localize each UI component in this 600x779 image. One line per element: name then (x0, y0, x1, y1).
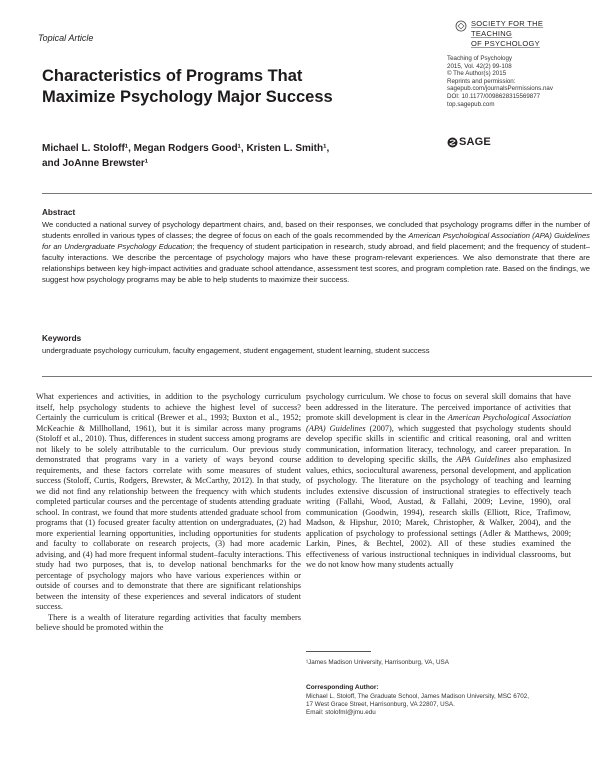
authors-line-2: and JoAnne Brewster¹ (42, 158, 149, 169)
body-paragraph: psychology curriculum. We chose to focus on several skill domains that have been addressed in the literature. The perceived importance of activities that promote skill development is clear in the American Psychological Association (APA) Guidelines (2007), which suggested that psychology students should develop specific skills in scientific and critical reasoning, oral and written communication, information literacy, technology, and career preparation. In addition to developing specific skills, the APA Guidelines also emphasized values, ethics, sociocultural awareness, personal development, and application of psychology. The literature on the psychology of teaching and learning includes extensive discussion of instructional strategies to effectively teach writing (Fallahi, Wood, Austad, & Fallahi, 2009; Levine, 1990), oral communication (Goodwin, 1994), research skills (Elliott, Rice, Trafimow, Madson, & Hipshur, 2010; Marek, Christopher, & Walker, 2004), and the application of psychology to professional settings (Adler & Matthews, 2009; Larkin, Pines, & Bechtel, 2002). All of these studies examined the effectiveness of various instructional techniques in individual classrooms, but we do not know how many students actually (306, 392, 572, 569)
society-mark-icon (455, 20, 467, 32)
doi[interactable]: DOI: 10.1177/0098628315569877 (447, 92, 541, 100)
article-type: Topical Article (38, 33, 94, 43)
title-line-2: Maximize Psychology Major Success (42, 88, 333, 106)
authors-line-1: Michael L. Stoloff¹, Megan Rodgers Good¹, Kristen L. Smith¹, (42, 143, 330, 154)
corr-address-line: Michael L. Stoloff, The Graduate School, James Madison University, MSC 6702, (306, 693, 529, 700)
keywords-heading: Keywords (42, 334, 82, 343)
footnote-divider (306, 651, 371, 652)
sage-wordmark: SAGE (459, 136, 491, 148)
journal-volume: 2015, Vol. 42(2) 99-108 (447, 62, 512, 70)
corresponding-author-heading: Corresponding Author: (306, 684, 379, 691)
copyright: © The Author(s) 2015 (447, 70, 507, 78)
abstract-heading: Abstract (42, 208, 76, 217)
divider-top (42, 193, 592, 194)
authors (42, 141, 442, 171)
society-logo (455, 19, 585, 48)
journal-name: Teaching of Psychology (447, 55, 513, 62)
body-column-right (306, 392, 571, 571)
corr-address-line: 17 West Grace Street, Harrisonburg, VA 22807, USA. (306, 701, 455, 709)
body-paragraph: There is a wealth of literature regarding activities that faculty members believe should be promoted within the (36, 612, 301, 632)
keywords-text: undergraduate psychology curriculum, faculty engagement, student engagement, student learning, student success (42, 346, 430, 355)
abstract-text: We conducted a national survey of psychology department chairs, and, based on their responses, we concluded that psychology programs differ in the number of students enrolled in various types of classes; the degree of focus on each of the goals recommended by the American Psychological Association (APA) Guidelines for an Undergraduate Psychology Education; the frequency of student participation in research, study abroad, and field placement; and the frequency of student–faculty interactions. We describe the percentage of psychology majors who have these program-relevant experiences. We also demonstrate that there are relationships between key high-impact activities and graduate school attendance, assessment test scores, and program completion rate. Based on the findings, we suggest how psychology programs may be able to help students to maximize their success. (42, 220, 590, 285)
permissions-link[interactable]: sagepub.com/journalsPermissions.nav (447, 85, 553, 93)
apa-guidelines-title: American Psychological Association (APA) Guidelines for an Undergraduate Psychology Education (42, 231, 590, 252)
article-title (42, 66, 402, 108)
journal-info (447, 55, 592, 108)
divider-bottom (42, 376, 592, 377)
society-line-2: OF PSYCHOLOGY (471, 39, 540, 48)
corresponding-author (306, 693, 594, 717)
body-paragraph: What experiences and activities, in addition to the psychology curriculum itself, help psychology students to achieve the highest level of success? Certainly the curriculum is critical (Brewer et al., 1993; Buxton et al., 1952; McKeachie & Millholland, 1961), but it is similar across many programs (Stoloff et al., 2010). Thus, differences in student success among programs are not likely to be solely attributable to the curriculum. Our previous study demonstrated that programs vary in a variety of ways beyond course requirements, and these factors correlate with some measures of student success (Stoloff, Curtis, Rodgers, Brewster, & McCarthy, 2012). In that study, we did not find any relationship between the frequency with which students completed particular courses and the percentage of students attending graduate school. In contrast, we found that more students attended graduate school from programs that (1) focused greater faculty attention on undergraduates, (2) had more experiential learning opportunities, including opportunities for students and faculty to collaborate on research projects, (3) had more academic advising, and (4) had more frequent informal student–faculty interactions. This study had two purposes, that is, to develop national benchmarks for the percentage of psychology majors who have various experiences within or outside of courses and to demonstrate that there are significant relationships between the intensity of these experiences and several indicators of student success. (36, 392, 301, 611)
journal-site-link[interactable]: top.sagepub.com (447, 100, 495, 108)
corr-email[interactable]: Email: stolofml@jmu.edu (306, 709, 376, 717)
sage-mark-icon (447, 137, 458, 148)
reprints-label: Reprints and permission: (447, 77, 516, 85)
society-line-1: SOCIETY FOR THE TEACHING (471, 19, 544, 38)
title-line-1: Characteristics of Programs That (42, 67, 303, 85)
body-column-left (36, 392, 301, 634)
sage-logo (447, 136, 507, 150)
affiliation-footnote: ¹James Madison University, Harrisonburg, VA, USA (306, 659, 449, 666)
